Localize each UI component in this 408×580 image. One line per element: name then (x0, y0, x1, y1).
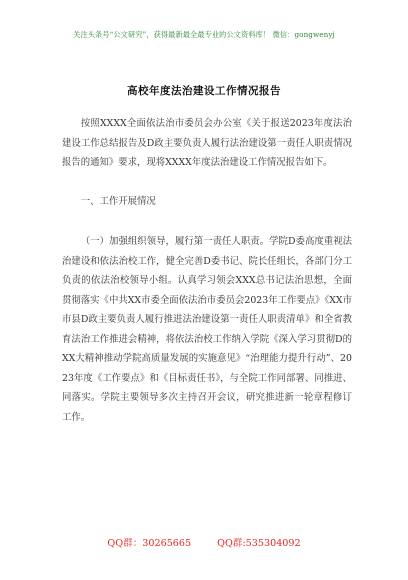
qq-group-left: QQ群：30265665 (107, 538, 192, 549)
document-title: 高校年度法治建设工作情况报告 (127, 85, 281, 97)
footer-qq-groups (0, 535, 408, 549)
paragraph-spacer (62, 211, 352, 232)
section-heading: 一、工作开展情况 (80, 195, 156, 207)
document-body (62, 114, 352, 427)
qq-group-right: QQ群:535304092 (217, 538, 301, 549)
paragraph-spacer (62, 173, 352, 192)
intro-paragraph: 按照XXXX全面依法治市委员会办公室《关于报送2023年度法治建设工作总结报告及D政主要负责人履行法治建设第一责任人职责情况报告的通知》要求，现将XXXX年度法治建设工作情况报告如下。 (62, 118, 352, 168)
body-paragraph: （一）加强组织领导，履行第一责任人职责。学院D委高度重视法治建设和依法治校工作，健全完善D委书记、院长任组长，各部门分工负责的依法治校领导小组。认真学习领会XXX总书记法治思想，全面贯彻落实《中共XX市委全面依法治市委员会2023年工作要点》《XX市市县D政主要负责人履行推进法治建设第一责任人职责清单》和全省教育法治工作推进会精神，将依法治校工作纳入学院《深入学习贯彻D的XX大精神推动学院高质量发展的实施意见》“治理能力提升行动”、2023年度《工作要点》和《目标责任书》，与全院工作同部署、同推进、同落实。学院主要领导多次主持召开会议，研究推进新一轮章程修订工作。 (62, 236, 352, 423)
header-promo-banner: 关注头条号“公文研究”，获得最新最全最专业的公文资料库！ 微信：gongwenyj (73, 30, 335, 39)
